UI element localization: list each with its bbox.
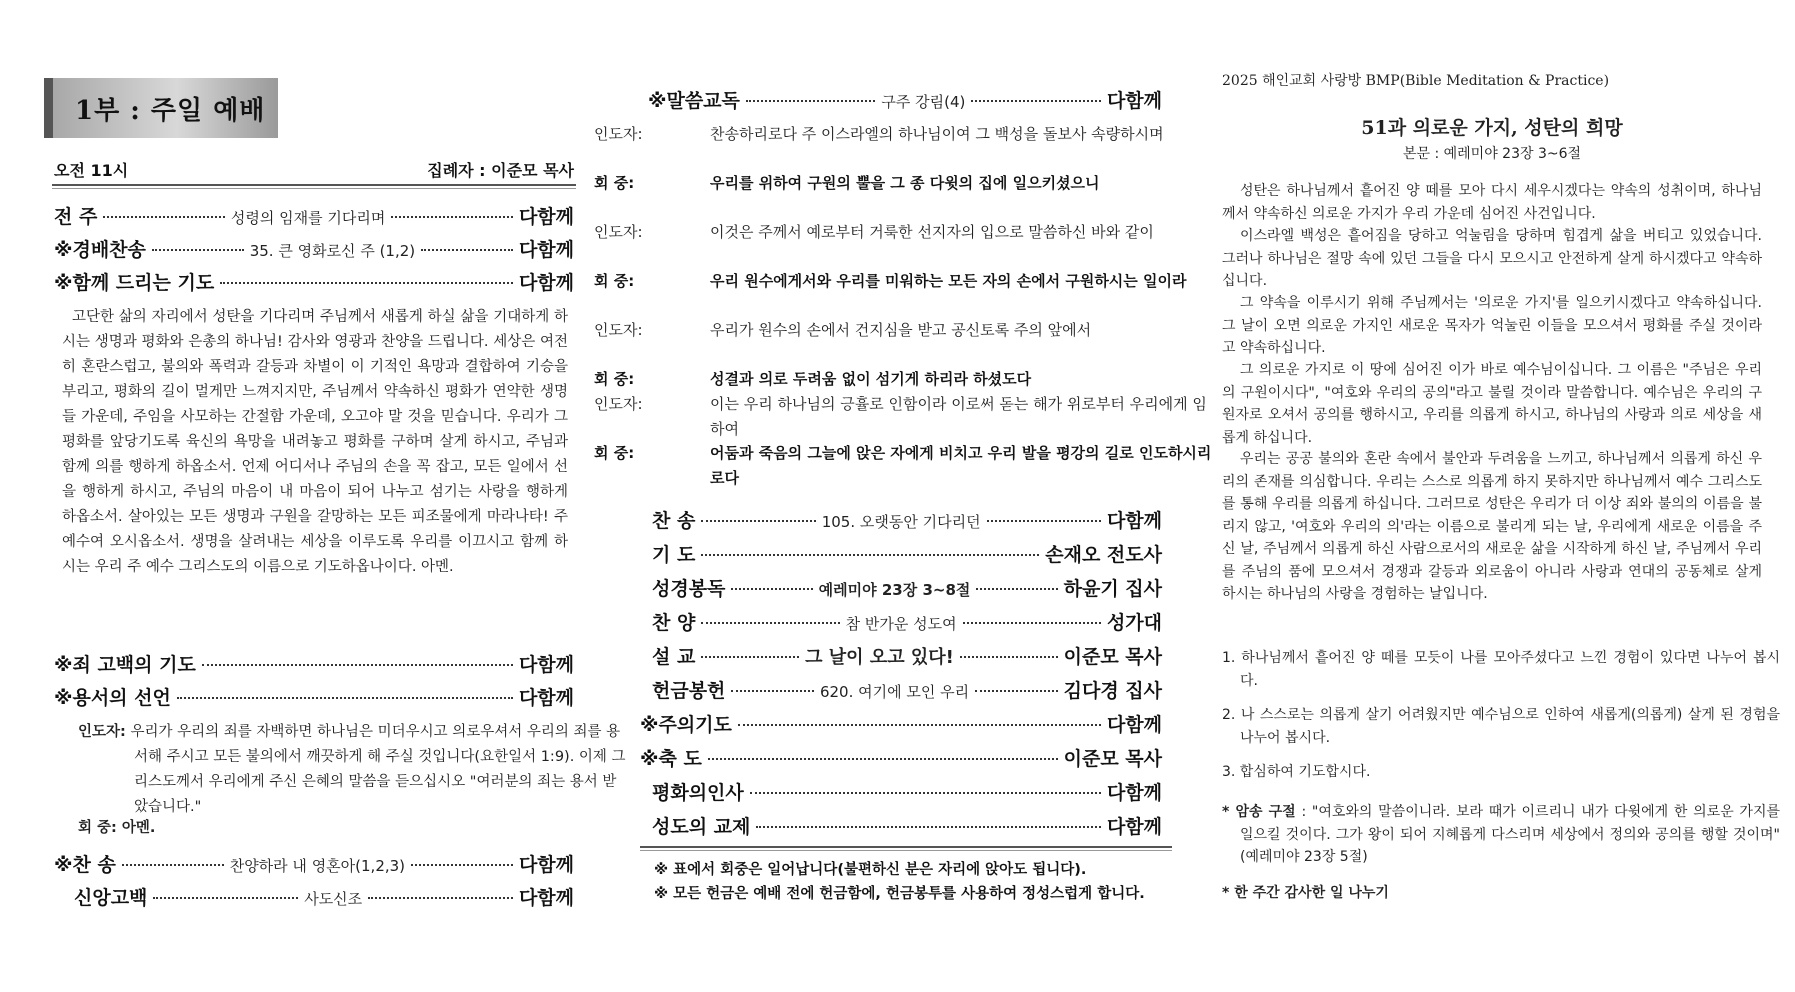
leader-dots	[738, 724, 1101, 726]
order-item-name: 설 교	[652, 646, 696, 668]
leader-dots	[177, 697, 513, 699]
order-item-name: ※용서의 선언	[54, 687, 171, 709]
leader-dots	[391, 216, 513, 218]
order-row	[652, 812, 1162, 839]
service-title: 1부 : 주일 예배	[75, 96, 266, 126]
absolution-text: 우리가 우리의 죄를 자백하면 하나님은 미더우시고 의로우셔서 우리의 죄를 용서해 주시고 모든 불의에서 깨끗하게 해 주실 것입니다(요한일서 1:9). 이제 그리스도께서 우리에게 주신 은혜의 말씀을 듣으십시오 "여러분의 죄는 용서 받았습니다."	[130, 724, 626, 815]
order-item-leader: 다함께	[1106, 510, 1162, 532]
order-row	[640, 710, 1162, 737]
order-item-name: ※찬 송	[54, 854, 116, 876]
study-header: 2025 해인교회 사랑방 BMP(Bible Meditation & Practice)	[1222, 73, 1610, 89]
order-item-name: 신앙고백	[74, 887, 148, 909]
discussion-question: 1. 하나님께서 흩어진 양 떼를 모듯이 나를 모아주셨다고 느낀 경험이 있다면 나누어 봅시다.	[1222, 650, 1780, 689]
sermon-title: 그 날이 오고 있다!	[805, 647, 954, 668]
leader-dots	[976, 588, 1057, 590]
order-row	[54, 202, 574, 229]
order-item-name: ※경배찬송	[54, 239, 146, 261]
responsive-line	[594, 171, 1220, 196]
speaker: 인도자:	[594, 223, 643, 241]
leader-dots	[963, 622, 1101, 624]
study-paragraph: 이스라엘 백성은 흩어짐을 당하고 억눌림을 당하며 힘겹게 삶을 버티고 있었습니다. 그러나 하나님은 절망 속에 있던 그들을 다시 모으시고 안전하게 살게 하시겠다고 약속하십니다.	[1222, 228, 1762, 289]
order-item-leader: 다함께	[1106, 90, 1162, 112]
sharing-prompt: * 한 주간 감사한 일 나누기	[1222, 885, 1389, 901]
service-header	[54, 158, 574, 184]
congregation-response: 회 중: 아멘.	[78, 820, 156, 836]
responsive-line	[594, 367, 1220, 392]
leader-dots	[701, 622, 839, 624]
speaker: 인도자:	[594, 125, 643, 143]
leader-dots	[708, 758, 1058, 760]
order-item-name: 찬 송	[652, 510, 696, 532]
order-item-leader: 다함께	[1106, 714, 1162, 736]
order-item-leader: 이준모 목사	[1063, 748, 1162, 770]
order-item-detail: 찬양하라 내 영혼아(1,2,3)	[229, 857, 406, 875]
order-item-leader: 다함께	[518, 654, 574, 676]
responsive-text: 찬송하리로다 주 이스라엘의 하나님이여 그 백성을 돌보사 속량하시며	[710, 125, 1164, 143]
memory-verse	[1222, 801, 1780, 869]
order-item-name: ※말씀교독	[648, 90, 740, 112]
responsive-line	[594, 441, 1220, 490]
order-row	[640, 744, 1162, 771]
order-item-name: 헌금봉헌	[652, 680, 726, 702]
leader-dots	[701, 656, 799, 658]
order-row	[652, 676, 1162, 703]
leader-dots	[202, 664, 513, 666]
order-item-detail: 사도신조	[304, 890, 363, 908]
leader-dots	[122, 864, 224, 866]
order-item-detail: 105. 오랫동안 기다리던	[821, 513, 981, 531]
divider	[52, 184, 576, 189]
order-item-detail: 35. 큰 영화로신 주 (1,2)	[249, 242, 416, 260]
order-row	[54, 650, 574, 677]
leader-dots	[975, 690, 1058, 692]
order-item-leader: 다함께	[518, 206, 575, 228]
divider	[640, 846, 1172, 851]
responsive-text: 이는 우리 하나님의 긍휼로 인함이라 이로써 돋는 해가 위로부터 우리에게 임하여	[710, 395, 1207, 438]
order-item-name: 성경봉독	[652, 578, 726, 600]
speaker: 회 중:	[594, 370, 635, 388]
service-title-banner	[44, 78, 278, 138]
speaker: 인도자:	[594, 395, 643, 413]
presider: 집례자 : 이준모 목사	[427, 161, 574, 180]
leader-dots	[152, 249, 244, 251]
leader-dots	[368, 897, 513, 899]
order-item-leader: 다함께	[518, 854, 574, 876]
study-paragraph: 그 약속을 이루시기 위해 주님께서는 '의로운 가지'를 일으키시겠다고 약속하십니다. 그 날이 오면 의로운 가지인 새로운 목자가 억눌린 이들을 모으셔서 평화를 주실 것이라고 약속하십니다.	[1222, 295, 1762, 356]
responsive-text: 성결과 의로 두려움 없이 섬기게 하리라 하셨도다	[710, 370, 1032, 388]
speaker: 인도자:	[594, 321, 643, 339]
order-row	[54, 850, 574, 877]
responsive-text: 우리를 위하여 구원의 뿔을 그 종 다윗의 집에 일으키셨으니	[710, 174, 1100, 192]
leader-dots	[153, 897, 298, 899]
order-row	[648, 86, 1162, 113]
order-item-leader: 손재오 전도사	[1045, 544, 1162, 566]
lesson-title: 51과 의로운 가지, 성탄의 희망	[1361, 117, 1623, 139]
leader-dots	[701, 520, 815, 522]
discussion-question: 2. 나 스스로는 의롭게 살기 어려웠지만 예수님으로 인하여 새롭게(의롭게) 살게 된 경험을 나누어 봅시다.	[1222, 707, 1780, 746]
study-paragraph: 그 의로운 가지로 이 땅에 심어진 이가 바로 예수님이십니다. 그 이름은 "주님은 우리의 구원이시다", "여호와 우리의 공의"라고 불릴 것이라 말씀합니다. 예수님은 우리의 구원자로 오셔서 공의를 행하시고, 우리를 의롭게 하시고, 하나님의 사랑과 의로 세상을 새롭게 하십니다.	[1222, 362, 1762, 446]
order-item-leader: 성가대	[1106, 612, 1163, 634]
responsive-text: 어둠과 죽음의 그늘에 앉은 자에게 비치고 우리 발을 평강의 길로 인도하시리로다	[710, 444, 1212, 487]
order-row	[54, 683, 574, 710]
leader-dots	[411, 864, 513, 866]
order-item-name: ※함께 드리는 기도	[54, 272, 215, 294]
order-item-leader: 김다경 집사	[1063, 680, 1163, 702]
leader-dots	[960, 656, 1058, 658]
responsive-text: 우리가 원수의 손에서 건지심을 받고 공신토록 주의 앞에서	[710, 321, 1092, 339]
order-item-name: 기 도	[652, 544, 696, 566]
order-item-leader: 다함께	[518, 887, 575, 909]
order-row	[74, 883, 574, 910]
leader-dots	[750, 792, 1101, 794]
order-row	[652, 506, 1162, 533]
responsive-text: 우리 원수에게서와 우리를 미워하는 모든 자의 손에서 구원하시는 일이라	[710, 272, 1187, 290]
speaker: 회 중:	[594, 272, 635, 290]
leader-dots	[987, 520, 1101, 522]
order-row	[652, 574, 1162, 601]
order-row	[54, 268, 574, 295]
leader-dots	[701, 554, 1039, 556]
order-item-detail: 성령의 임재를 기다리며	[230, 209, 386, 227]
study-paragraph: 성탄은 하나님께서 흩어진 양 떼를 모아 다시 세우시겠다는 약속의 성취이며, 하나님께서 약속하신 의로운 가지가 우리 가운데 심어진 사건입니다.	[1222, 183, 1762, 222]
order-row	[54, 235, 574, 262]
order-item-name: 평화의인사	[652, 782, 744, 804]
absolution-speaker: 인도자:	[78, 724, 126, 740]
leader-dots	[756, 826, 1101, 828]
study-paragraph: 우리는 공공 불의와 혼란 속에서 불안과 두려움을 느끼고, 하나님께서 의롭게 하신 우리의 존재를 의심합니다. 우리는 스스로 의롭게 하지 못하지만 하나님께서 예수 그리스도를 통해 우리를 의롭게 하십니다. 그러므로 성탄은 우리가 더 이상 죄와 불의의 이름을 불리지 않고, '여호와 우리의 의'라는 이름으로 불리게 되는 날, 우리에게 새로운 이름을 주신 날, 주님께서 의롭게 하신 사람으로서의 새로운 삶을 시작하게 하신 날, 주님께서 우리를 주님의 품에 모으셔서 경쟁과 갈등과 외로움이 아니라 사랑과 연대의 공동체로 살게 하시는 하나님의 사랑을 경험하는 날입니다.	[1222, 451, 1762, 602]
leader-dots	[103, 216, 225, 218]
order-item-leader: 이준모 목사	[1063, 646, 1163, 668]
order-item-name: 전 주	[54, 206, 98, 228]
discussion-question: 3. 합심하여 기도합시다.	[1222, 764, 1371, 780]
order-item-leader: 하윤기 집사	[1063, 578, 1163, 600]
offering-note: ※ 모든 헌금은 예배 전에 헌금함에, 헌금봉투를 사용하여 정성스럽게 합니다.	[654, 886, 1145, 902]
leader-dots	[971, 100, 1101, 102]
responsive-text: 이것은 주께서 예로부터 거룩한 선지자의 입으로 말씀하신 바와 같이	[710, 223, 1154, 241]
order-item-leader: 다함께	[518, 272, 574, 294]
order-item-detail: 구주 강림(4)	[881, 93, 966, 111]
order-row	[652, 778, 1162, 805]
order-row	[652, 642, 1162, 669]
order-item-name: ※축 도	[640, 748, 702, 770]
scripture-passage: 본문 : 예레미야 23장 3~6절	[1402, 146, 1582, 162]
responsive-line	[594, 220, 1220, 245]
order-item-name: ※주의기도	[640, 714, 732, 736]
leader-dots	[220, 282, 513, 284]
order-item-detail: 참 반가운 성도여	[845, 615, 957, 633]
memory-verse-text: : "여호와의 말씀이니라. 보라 때가 이르리니 내가 다윗에게 한 의로운 가지를 일으킬 것이다. 그가 왕이 되어 지혜롭게 다스리며 세상에서 정의와 공의를 행할 것이며"(예레미야 23장 5절)	[1240, 804, 1781, 865]
speaker: 회 중:	[594, 444, 635, 462]
responsive-line	[594, 122, 1220, 147]
service-time: 오전 11시	[54, 161, 129, 180]
order-item-leader: 다함께	[518, 687, 574, 709]
standing-note: ※ 표에서 회중은 일어납니다(불편하신 분은 자리에 앉아도 됩니다).	[654, 862, 1087, 878]
memory-verse-label: * 암송 구절	[1222, 804, 1296, 820]
order-row	[652, 540, 1162, 567]
order-item-detail: 620. 여기에 모인 우리	[819, 683, 970, 701]
order-item-leader: 다함께	[518, 239, 575, 261]
leader-dots	[746, 100, 876, 102]
order-item-detail: 예레미야 23장 3~8절	[818, 581, 971, 599]
order-row	[652, 608, 1162, 635]
order-item-name: ※죄 고백의 기도	[54, 654, 196, 676]
responsive-line	[594, 392, 1220, 441]
absolution	[78, 720, 628, 820]
leader-dots	[421, 249, 513, 251]
order-item-name: 찬 양	[652, 612, 696, 634]
prayer-text: 고단한 삶의 자리에서 성탄을 기다리며 주님께서 새롭게 하실 삶을 기대하게 하시는 생명과 평화와 은총의 하나님! 감사와 영광과 찬양을 드립니다. 세상은 여전히 혼란스럽고, 불의와 폭력과 갈등과 차별이 이 기적인 욕망과 결합하여 기승을 부리고, 평화의 길이 멀게만 느껴지지만, 주님께서 약속하신 평화가 연약한 생명들 가운데, 주임을 사모하는 간절함 가운데, 오고야 말 것을 믿습니다. 우리가 그 평화를 앞당기도록 육신의 욕망을 내려놓고 평화를 구하며 살게 하시고, 주님과 함께 의를 행하게 하옵소서. 언제 어디서나 주님의 손을 꼭 잡고, 모든 일에서 선을 행하게 하시고, 주님의 마음이 내 마음이 되어 나누고 섬기는 사랑을 행하게 하옵소서. 살아있는 모든 생명과 구원을 갈망하는 모든 피조물에게 마라나타! 주 예수여 오시옵소서. 생명을 살려내는 세상을 이루도록 우리를 이끄시고 함께 하시는 우리 주 예수 그리스도의 이름으로 기도하옵나이다. 아멘.	[62, 309, 569, 575]
leader-dots	[731, 690, 814, 692]
responsive-line	[594, 318, 1220, 343]
leader-dots	[731, 588, 812, 590]
order-item-leader: 다함께	[1106, 816, 1162, 838]
speaker: 회 중:	[594, 174, 635, 192]
order-item-name: 성도의 교제	[652, 816, 751, 838]
order-item-leader: 다함께	[1106, 782, 1162, 804]
responsive-line	[594, 269, 1220, 294]
